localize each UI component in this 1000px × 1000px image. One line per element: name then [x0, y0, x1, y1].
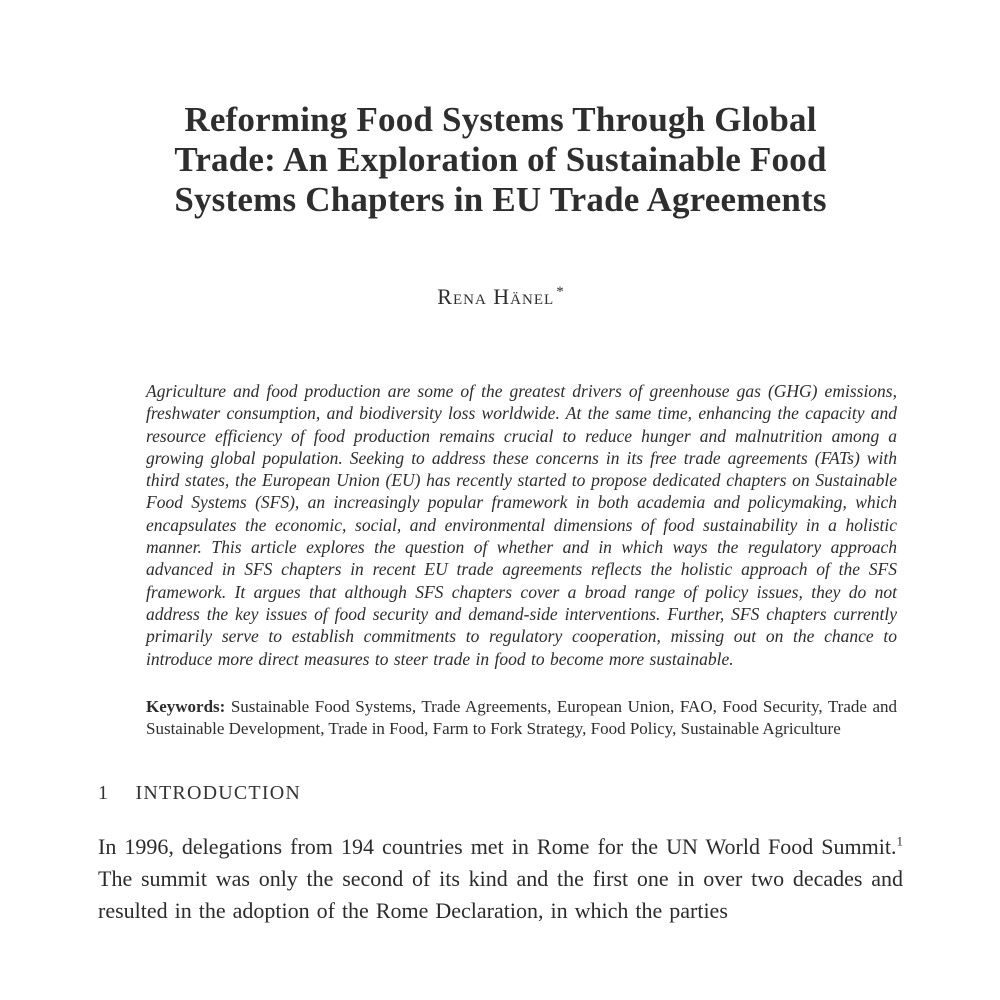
author-footnote-marker: * — [556, 283, 564, 300]
section-heading-introduction — [98, 782, 903, 805]
title-line-3: Systems Chapters in EU Trade Agreements — [174, 180, 827, 219]
author-line — [98, 284, 903, 310]
section-title: INTRODUCTION — [135, 781, 301, 804]
title-line-2: Trade: An Exploration of Sustainable Food — [174, 140, 827, 179]
keywords-label: Keywords: — [146, 696, 226, 716]
keywords-text: Sustainable Food Systems, Trade Agreements, European Union, FAO, Food Security, Trade and Sustainable Development, Trade in Food, Farm to Fork Strategy, Food Policy, Sustainable Agriculture — [146, 696, 897, 738]
paper-title — [98, 100, 903, 220]
title-line-1: Reforming Food Systems Through Global — [184, 100, 817, 139]
author-name: Rena Hänel — [437, 284, 555, 309]
section-number: 1 — [98, 781, 109, 804]
keywords-paragraph — [146, 696, 897, 740]
abstract-text: Agriculture and food production are some of the greatest drivers of greenhouse gas (GHG) emissions, freshwater consumption, and biodiversity loss worldwide. At the same time, enhancing the capacity and resource efficiency of food production remains crucial to reduce hunger and malnutrition among a growing global population. Seeking to address these concerns in its free trade agreements (FATs) with third states, the European Union (EU) has recently started to propose dedicated chapters on Sustainable Food Systems (SFS), an increasingly popular framework in both academia and policymaking, which encapsulates the economic, social, and environmental dimensions of food sustainability in a holistic manner. This article explores the question of whether and in which ways the regulatory approach advanced in SFS chapters in recent EU trade agreements reflects the holistic approach of the SFS framework. It argues that although SFS chapters cover a broad range of policy issues, they do not address the key issues of food security and demand-side interventions. Further, SFS chapters currently primarily serve to establish commitments to regulatory cooperation, missing out on the chance to introduce more direct measures to steer trade in food to become more sustainable. — [146, 381, 897, 669]
introduction-paragraph — [98, 831, 903, 927]
front-matter-block — [146, 380, 897, 740]
footnote-1-marker: 1 — [896, 833, 903, 849]
introduction-text-before-footnote: In 1996, delegations from 194 countries met in Rome for the UN World Food Summit. — [98, 833, 897, 859]
introduction-text-after-footnote: The summit was only the second of its kind and the first one in over two decades and resulted in the adoption of the Rome Declaration, in which the parties — [98, 865, 903, 923]
